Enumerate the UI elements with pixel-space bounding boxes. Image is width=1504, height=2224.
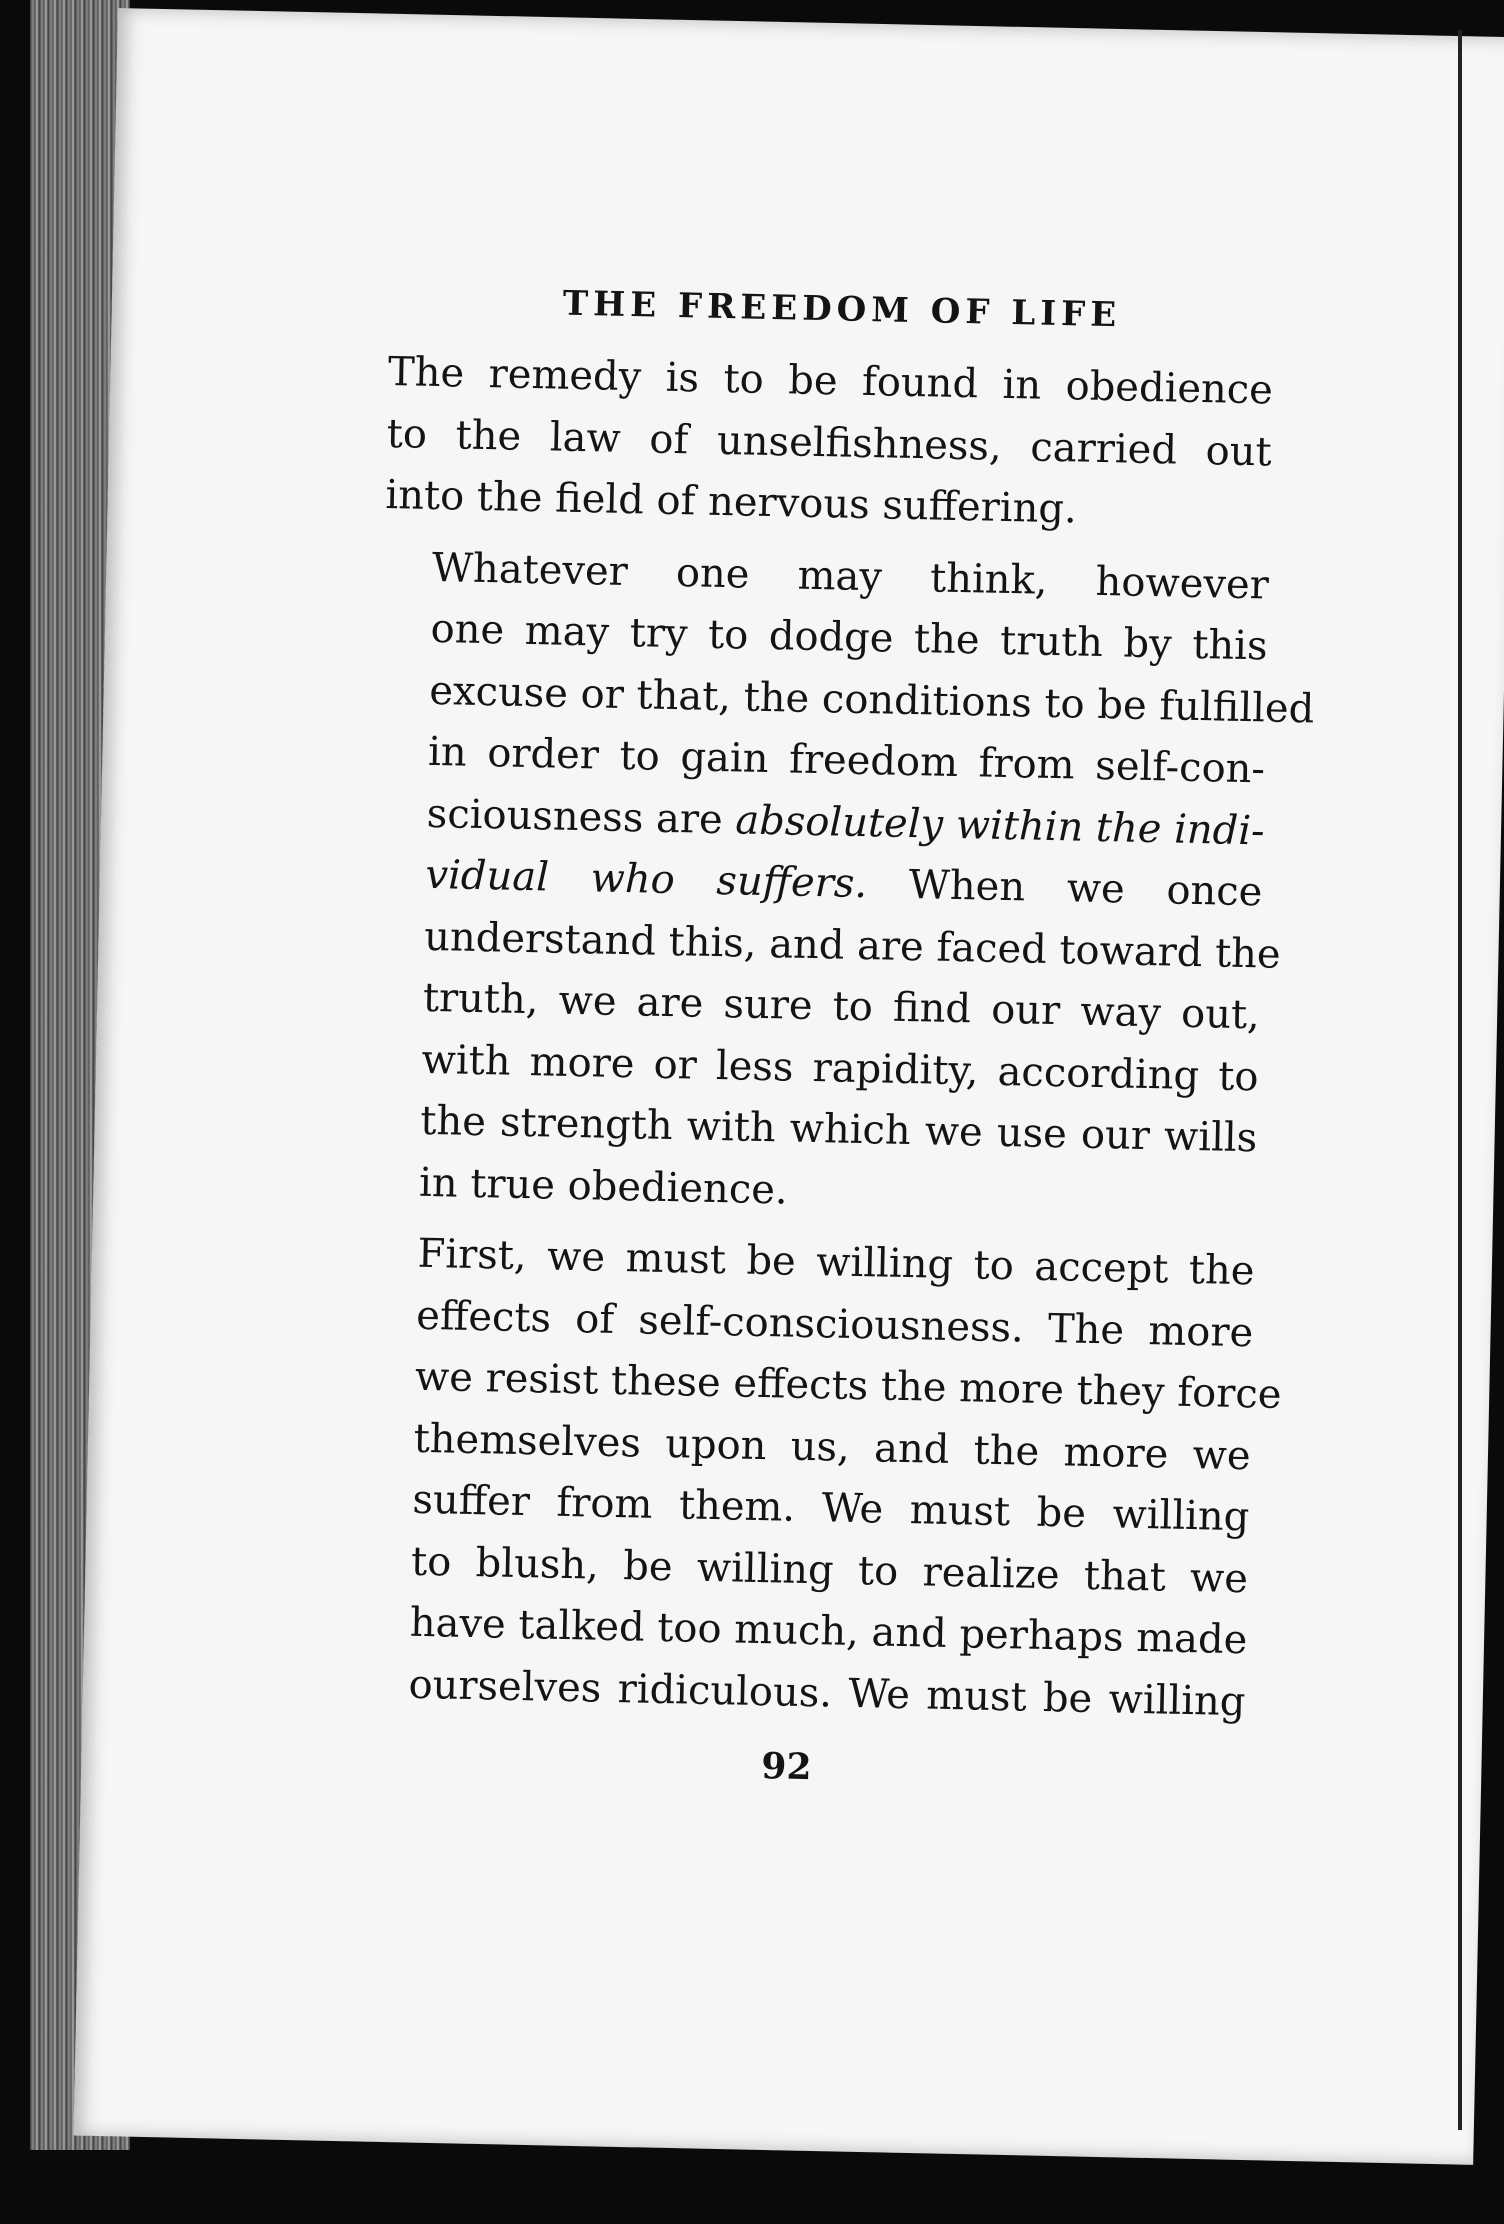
text-line: First, we must be willing to accept the xyxy=(417,1230,1255,1295)
text-line: suffer from them. We must be willing xyxy=(411,1476,1250,1541)
text-line: themselves upon us, and the more we xyxy=(413,1415,1252,1479)
italic-run: absolutely within the indi- xyxy=(734,796,1266,854)
text-line: The remedy is to be found in obedience xyxy=(387,348,1274,414)
page-right-edge xyxy=(1458,30,1462,2130)
body-text xyxy=(360,342,1315,1733)
paragraph-1 xyxy=(385,342,1274,545)
text-line: ourselves ridiculous. We must be willing xyxy=(408,1661,1246,1725)
text-line: in order to gain freedom from self-con- xyxy=(427,728,1266,793)
text-run: sciousness are xyxy=(426,790,736,843)
page-number: 92 xyxy=(760,1745,812,1789)
paragraph-3 xyxy=(360,1223,1282,1733)
italic-run: vidual who suffers. xyxy=(425,851,868,908)
text-line: the strength with which we use our wills xyxy=(419,1097,1258,1162)
text-line: to blush, be willing to realize that we xyxy=(410,1538,1249,1602)
text-line: understand this, and are faced toward the xyxy=(423,913,1282,978)
text-line: excuse or that, the conditions to be fulfilled xyxy=(428,667,1315,732)
text-line: in true obedience. xyxy=(418,1159,789,1214)
text-line: we resist these effects the more they force xyxy=(414,1353,1282,1418)
running-head: THE FREEDOM OF LIFE xyxy=(562,283,1122,336)
text-line: into the field of nervous suffering. xyxy=(385,471,1078,533)
text-line: have talked too much, and perhaps made xyxy=(409,1599,1248,1664)
text-run: When we once xyxy=(866,861,1263,916)
text-line: to the law of unselfishness, carried out xyxy=(386,410,1273,475)
text-line: truth, we are sure to find our way out, xyxy=(422,974,1261,1039)
text-line: effects of self-consciousness. The more xyxy=(415,1292,1254,1356)
text-block xyxy=(359,280,1315,1797)
text-line: with more or less rapidity, according to xyxy=(421,1036,1259,1100)
text-line: Whatever one may think, however xyxy=(431,544,1270,608)
paragraph-2 xyxy=(370,536,1315,1231)
text-line: one may try to dodge the truth by this xyxy=(430,605,1268,670)
